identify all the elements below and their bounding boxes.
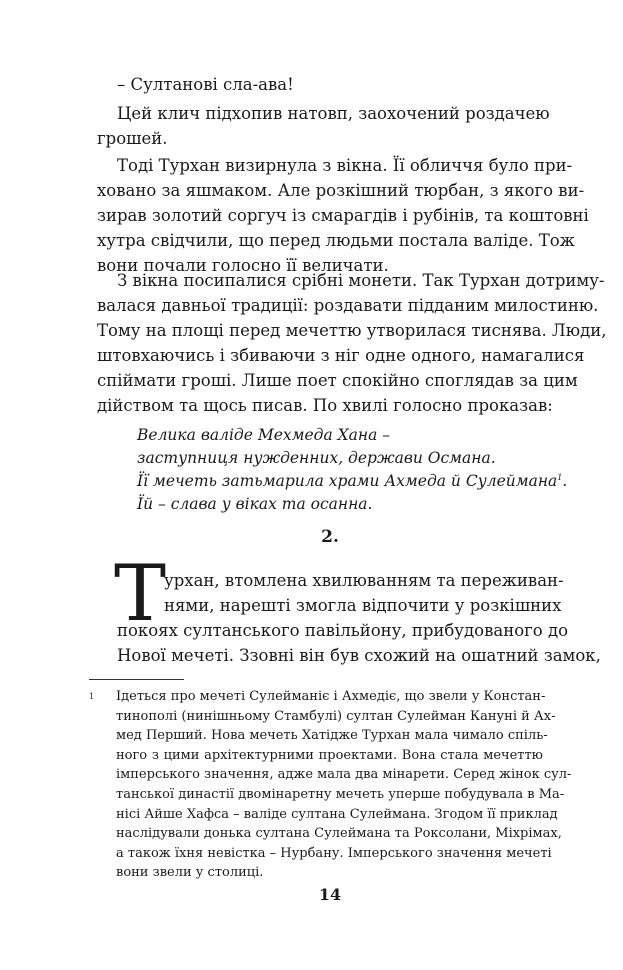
poem-line-text: Її мечеть затьмарила храми Ахмеда й Сулеймана bbox=[137, 472, 558, 490]
poem-line-punct: . bbox=[562, 472, 568, 490]
text-line: грошей. bbox=[97, 129, 168, 148]
footnote-line: а також їхня невістка – Нурбану. Імперського значення мечеті bbox=[116, 845, 552, 861]
text-line: Цей клич підхопив натовп, заохочений роздачею bbox=[117, 104, 550, 123]
footnote-line: нісі Айше Хафса – валіде султана Сулеймана. Згодом її приклад bbox=[116, 806, 558, 822]
text-line: Тому на площі перед мечеттю утворилася тиснява. Люди, bbox=[97, 321, 607, 340]
text-line: вони почали голосно її величати. bbox=[97, 256, 389, 275]
page-number: 14 bbox=[318, 885, 342, 904]
footnote-line: мед Перший. Нова мечеть Хатідже Турхан мала чимало спіль- bbox=[116, 728, 548, 744]
footnote-line: танської династії двомінаретну мечеть уперше побудувала в Ма- bbox=[116, 786, 565, 802]
paragraph-rest bbox=[117, 568, 601, 668]
footnote-body bbox=[116, 687, 572, 883]
footnote-line: Ідеться про мечеті Сулейманіє і Ахмедіє, що звели у Констан- bbox=[116, 689, 546, 704]
paragraph-crowd bbox=[97, 101, 550, 151]
poem-line bbox=[137, 470, 568, 493]
footnote-line: наслідували донька султана Сулеймана та Роксолани, Міхрімах, bbox=[116, 826, 562, 842]
text-line: дійством та щось писав. По хвилі голосно проказав: bbox=[97, 396, 553, 415]
text-line: – Султанові сла-ава! bbox=[117, 75, 294, 94]
text-line: Нової мечеті. Ззовні він був схожий на ошатний замок, bbox=[117, 646, 601, 665]
text-line: валася давньої традиції: роздавати підданим милостиню. bbox=[97, 296, 599, 315]
footnote-mark: 1 bbox=[89, 692, 95, 701]
poem bbox=[137, 424, 568, 516]
footnote bbox=[89, 687, 572, 883]
text-line: штовхаючись і збиваючи з ніг одне одного, намагалися bbox=[97, 346, 585, 365]
footnote-reference[interactable]: 1 bbox=[557, 473, 563, 482]
text-line: Тоді Турхан визирнула з вікна. Її обличчя було при- bbox=[117, 156, 573, 175]
footnote-line: вони звели у столиці. bbox=[116, 865, 264, 881]
text-line: урхан, втомлена хвилюванням та переживан- bbox=[164, 571, 564, 590]
text-line: спіймати гроші. Лише поет спокійно споглядав за цим bbox=[97, 371, 578, 390]
paragraph-window bbox=[97, 153, 589, 278]
text-line: З вікна посипалися срібні монети. Так Турхан дотриму- bbox=[117, 271, 605, 290]
text-line: зирав золотий соргуч із смарагдів і рубінів, та коштовні bbox=[97, 206, 589, 225]
footnote-divider bbox=[89, 679, 184, 680]
drop-cap: Т bbox=[114, 549, 167, 639]
section-number: 2. bbox=[321, 527, 339, 547]
footnote-line: тинополі (нинішньому Стамбулі) султан Сулейман Кануні й Ах- bbox=[116, 708, 556, 724]
poem-line: Їй – слава у віках та осанна. bbox=[137, 495, 373, 513]
footnote-line: ного з цими архітектурними проектами. Вона стала мечеттю bbox=[116, 747, 543, 763]
paragraph-exclamation bbox=[117, 72, 543, 97]
poem-line: Велика валіде Мехмеда Хана – bbox=[137, 426, 391, 444]
text-line: покоях султанського павільйону, прибудованого до bbox=[117, 621, 569, 640]
paragraph-coins bbox=[97, 268, 607, 418]
text-line: ховано за яшмаком. Але розкішний тюрбан, з якого ви- bbox=[97, 181, 585, 200]
footnote-line: імперського значення, адже мала два мінарети. Серед жінок сул- bbox=[116, 767, 572, 783]
text-line: нями, нарешті змогла відпочити у розкішних bbox=[164, 596, 562, 615]
text-line: хутра свідчили, що перед людьми постала валіде. Тож bbox=[97, 231, 575, 250]
poem-line: заступниця нужденних, держави Османа. bbox=[137, 449, 496, 467]
